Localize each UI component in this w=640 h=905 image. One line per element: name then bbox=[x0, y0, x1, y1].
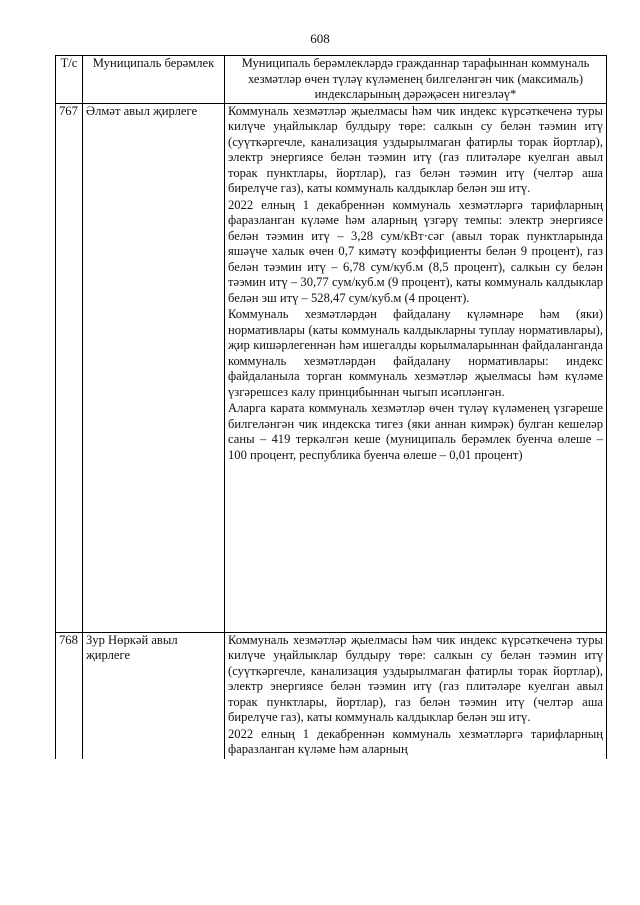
header-description: Муниципаль берәмлекләрдә гражданнар тарафыннан коммуналь хезмәтләр өчен түләү күләменең билгеләнгән чик (максималь) индексларының дәрәҗәсен нигезләү* bbox=[225, 56, 607, 104]
paragraph-amenities: Коммуналь хезмәтләр җыелмасы һәм чик индекс күрсәткеченә туры килүче уңайлыклар булдыру төре: салкын су белән тәэмин итү (суүткәргечле, канализация уздырылмаган фатирлы торак йортлар), электр энергиясе белән тәэмин итү (газ плитәләре куелган авыл торак пунктлары, йортлар), газ белән тәэмин итү (челтәр аша бирелүче газ), каты коммуналь калдыклар белән эш итү. bbox=[228, 103, 603, 195]
paragraph-norms: Коммуналь хезмәтләрдән файдалану күләмнәре һәм (яки) нормативлары (каты коммуналь калдыкларны туплау нормативлары), җир кишәрлегеннән һәм ишегалды корылмаларыннан файдаланганда коммуналь хезмәтләрдән файдалану нормативлары: индекс файдаланыла торган коммуналь хезмәтләр җыелмасы һәм күләме үзгәрешсез калу принцибыннан чыгып исәпләнгән. bbox=[228, 307, 603, 399]
paragraph-population: Аларга карата коммуналь хезмәтләр өчен түләү күләменең үзгәреше билгеләнгән чик индекска тигез (яки аннан кимрәк) булган кешеләр саны – 419 теркәлгән кеше (муниципаль берәмлек буенча өлеше – 100 процент, республика буенча өлеше – 0,01 процент) bbox=[228, 401, 603, 462]
row-number: 767 bbox=[56, 103, 83, 632]
row-number: 768 bbox=[56, 632, 83, 759]
header-number: Т/с bbox=[56, 56, 83, 104]
header-municipality: Муниципаль берәмлек bbox=[83, 56, 225, 104]
description-cell bbox=[225, 632, 607, 759]
description-cell bbox=[225, 103, 607, 632]
table-row bbox=[56, 632, 607, 759]
paragraph-amenities: Коммуналь хезмәтләр җыелмасы һәм чик индекс күрсәткеченә туры килүче уңайлыклар булдыру төре: салкын су белән тәэмин итү (суүткәргечле, канализация уздырылмаган фатирлы торак йортлар), электр энергиясе белән тәэмин итү (газ плитәләре куелган авыл торак пунктлары, йортлар), газ белән тәэмин итү (челтәр аша бирелүче газ), каты коммуналь калдыклар белән эш итү. bbox=[228, 632, 603, 724]
paragraph-tariffs: 2022 елның 1 декабреннән коммуналь хезмәтләргә тарифларның фаразланган күләме һәм аларның үзгәрү темпы: электр энергиясе белән тәэмин итү – 3,28 сум/кВт·сәг (авыл торак пунктларында яшәүче халык өчен 0,7 кимәтү коэффициенты белән 9 процент), газ белән тәэмин итү – 6,78 сум/куб.м (8,5 процент), салкын су белән тәэмин итү – 30,77 сум/куб.м (9 процент), каты коммуналь калдыклар белән эш итү – 528,47 сум/куб.м (4 процент). bbox=[228, 197, 603, 305]
tariff-table bbox=[55, 55, 607, 759]
table-header-row bbox=[56, 56, 607, 104]
page-number: 608 bbox=[310, 31, 330, 46]
municipality-name: Әлмәт авыл җирлеге bbox=[83, 103, 225, 632]
paragraph-tariffs: 2022 елның 1 декабреннән коммуналь хезмәтләргә тарифларның фаразланган күләме һәм аларның bbox=[228, 726, 603, 756]
municipality-name: Зур Нөркәй авыл җирлеге bbox=[83, 632, 225, 759]
table-row bbox=[56, 103, 607, 632]
